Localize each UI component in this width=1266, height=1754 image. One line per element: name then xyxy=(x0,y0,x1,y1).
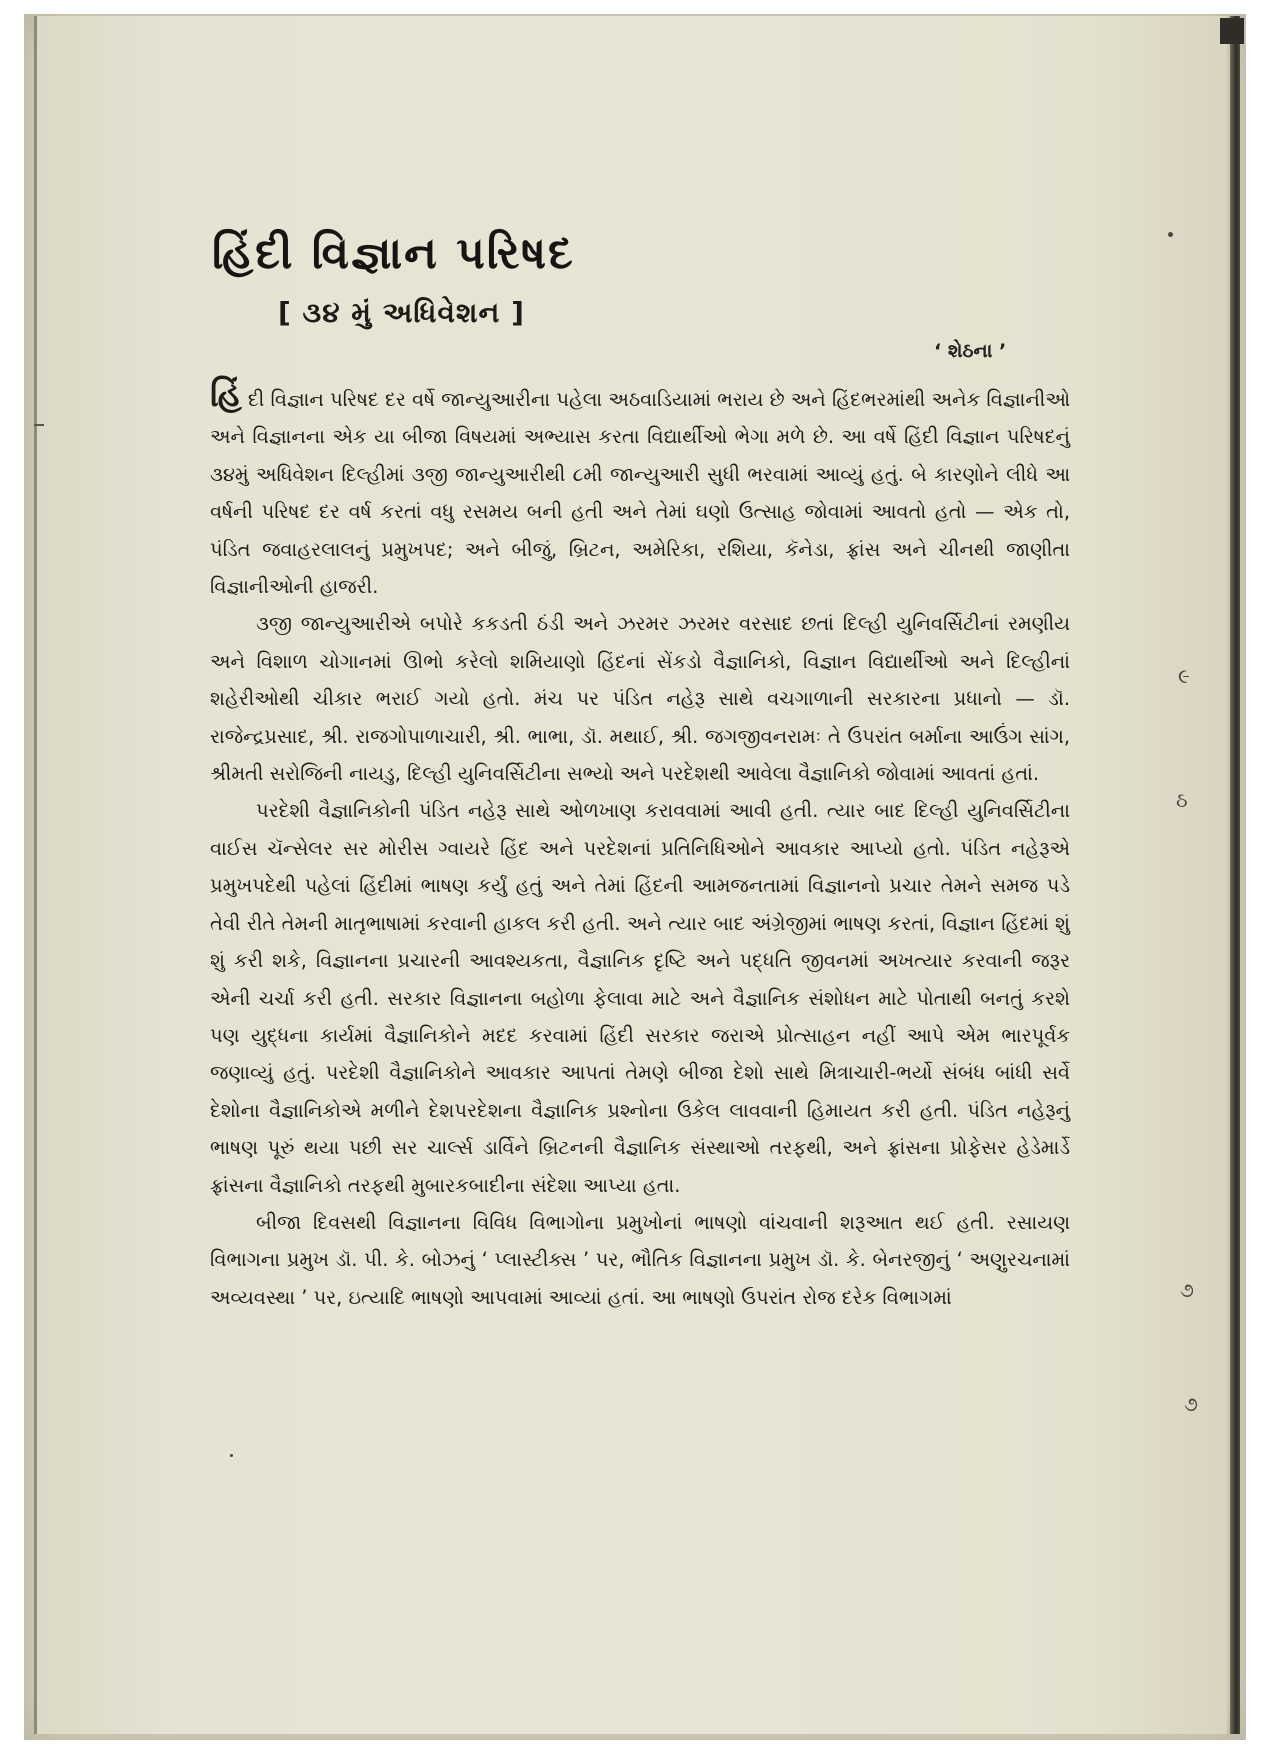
margin-tick-mark xyxy=(34,424,44,426)
paragraph-2: ૩જી જાન્યુઆરીએ બપોરે કકડતી ઠંડી અને ઝરમર ઝરમર વરસાદ છતાં દિલ્હી યુનિવર્સિટીનાં રમણીય અને વિશાળ ચોગાનમાં ઊભો કરેલો શમિયાણો હિંદનાં સેંકડો વૈજ્ઞાનિકો, વિજ્ઞાન વિદ્યાર્થીઓ અને દિલ્હીનાં શહેરીઓથી ચીકાર ભરાઈ ગયો હતો. મંચ પર પંડિત નહેરૂ સાથે વચગાળાની સરકારના પ્રધાનો — ડૉ. રાજેન્દ્રપ્રસાદ, શ્રી. રાજગોપાળાચારી, શ્રી. ભાભા, ડૉ. મથાઈ, શ્રી. જગજીવનરામઃ તે ઉપરાંત બર્માના આઉંગ સાંગ, શ્રીમતી સરોજિની નાયડુ, દિલ્હી યુનિવર્સિટીના સભ્યો અને પરદેશથી આવેલા વૈજ્ઞાનિકો જોવામાં આવતાં હતાં. xyxy=(210,612,1070,786)
book-binding xyxy=(1230,16,1240,1734)
ink-speck xyxy=(230,1454,233,1457)
drop-cap: હિં xyxy=(210,375,242,415)
article-body xyxy=(210,375,1070,1316)
margin-note-2: ઠ xyxy=(1176,788,1188,812)
article-title: હિંદી વિજ્ઞાન પરિષદ xyxy=(212,228,575,279)
margin-note-3: ૭ xyxy=(1180,1278,1194,1302)
paragraph-1-text: દી વિજ્ઞાન પરિષદ દર વર્ષે જાન્યુઆરીના પહેલા અઠવાડિયામાં ભરાય છે અને હિંદભરમાંથી અનેક વિજ્ઞાનીઓ અને વિજ્ઞાનના એક યા બીજા વિષયમાં અભ્યાસ કરતા વિદ્યાર્થીઓ ભેગા મળે છે. આ વર્ષે હિંદી વિજ્ઞાન પરિષદનું ૩૪મું અધિવેશન દિલ્હીમાં ૩જી જાન્યુઆરીથી ૮મી જાન્યુઆરી સુધી ભરવામાં આવ્યું હતું. બે કારણોને લીધે આ વર્ષની પરિષદ દર વર્ષ કરતાં વધુ રસમય બની હતી અને તેમાં ઘણો ઉત્સાહ જોવામાં આવતો હતો — એક તો, પંડિત જવાહરલાલનું પ્રમુખપદ; અને બીજું, બ્રિટન, અમેરિકા, રશિયા, કૅનેડા, ફ્રાંસ અને ચીનથી જાણીતા વિજ્ઞાનીઓની હાજરી. xyxy=(210,388,1070,599)
paragraph-1 xyxy=(210,375,1070,605)
paragraph-3: પરદેશી વૈજ્ઞાનિકોની પંડિત નહેરૂ સાથે ઓળખાણ કરાવવામાં આવી હતી. ત્યાર બાદ દિલ્હી યુનિવર્સિટીના વાઈસ ચૅન્સેલર સર મોરીસ ગ્વાયરે હિંદ અને પરદેશનાં પ્રતિનિધિઓને આવકાર આપ્યો હતો. પંડિત નહેરૂએ પ્રમુખપદેથી પહેલાં હિંદીમાં ભાષણ કર્યું હતું અને તેમાં હિંદની આમજનતામાં વિજ્ઞાનનો પ્રચાર તેમને સમજ પડે તેવી રીતે તેમની માતૃભાષામાં કરવાની હાકલ કરી હતી. અને ત્યાર બાદ અંગ્રેજીમાં ભાષણ કરતાં, વિજ્ઞાન હિંદમાં શું શું કરી શકે, વિજ્ઞાનના પ્રચારની આવશ્યકતા, વૈજ્ઞાનિક દૃષ્ટિ અને પદ્ધતિ જીવનમાં અખત્યાર કરવાની જરૂર એની ચર્ચા કરી હતી. સરકાર વિજ્ઞાનના બહોળા ફેલાવા માટે અને વૈજ્ઞાનિક સંશોધન માટે પોતાથી બનતું કરશે પણ યુદ્ધના કાર્યમાં વૈજ્ઞાનિકોને મદદ કરવામાં હિંદી સરકાર જરાએ પ્રોત્સાહન નહીં આપે એમ ભારપૂર્વક જણાવ્યું હતું. પરદેશી વૈજ્ઞાનિકોને આવકાર આપતાં તેમણે બીજા દેશો સાથે મિત્રાચારી-ભર્યો સંબંધ બાંધી સર્વે દેશોના વૈજ્ઞાનિકોએ મળીને દેશપરદેશના વૈજ્ઞાનિક પ્રશ્નોના ઉકેલ લાવવાની હિમાયત કરી હતી. પંડિત નહેરૂનું ભાષણ પૂરું થયા પછી સર ચાર્લ્સ ડાર્વિને બ્રિટનની વૈજ્ઞાનિક સંસ્થાઓ તરફથી, અને ફ્રાંસના પ્રોફેસર હેડેમાર્ડે ફ્રાંસના વૈજ્ઞાનિકો તરફથી મુબારકબાદીના સંદેશા આપ્યા હતા. xyxy=(210,799,1070,1197)
margin-note-4: ૭ xyxy=(1184,1392,1198,1416)
article-subtitle: [ ૩૪ મું અધિવેશન ] xyxy=(278,296,525,329)
paragraph-4: બીજા દિવસથી વિજ્ઞાનના વિવિધ વિભાગોના પ્રમુખોનાં ભાષણો વાંચવાની શરૂઆત થઈ હતી. રસાયણ વિભાગના પ્રમુખ ડૉ. પી. કે. બોઝનું ‘ પ્લાસ્ટીક્સ ’ પર, ભૌતિક વિજ્ઞાનના પ્રમુખ ડૉ. કે. બેનરજીનું ‘ અણુરચનામાં અવ્યવસ્થા ’ પર, ઇત્યાદિ ભાષણો આપવામાં આવ્યાં હતાં. આ ભાષણો ઉપરાંત રોજ દરેક વિભાગમાં xyxy=(210,1210,1070,1309)
ink-speck xyxy=(1168,232,1173,237)
binding-tab xyxy=(1220,18,1244,44)
margin-note-1: ૯ xyxy=(1178,664,1190,688)
article-author: ‘ શેઠના ’ xyxy=(934,340,1007,362)
